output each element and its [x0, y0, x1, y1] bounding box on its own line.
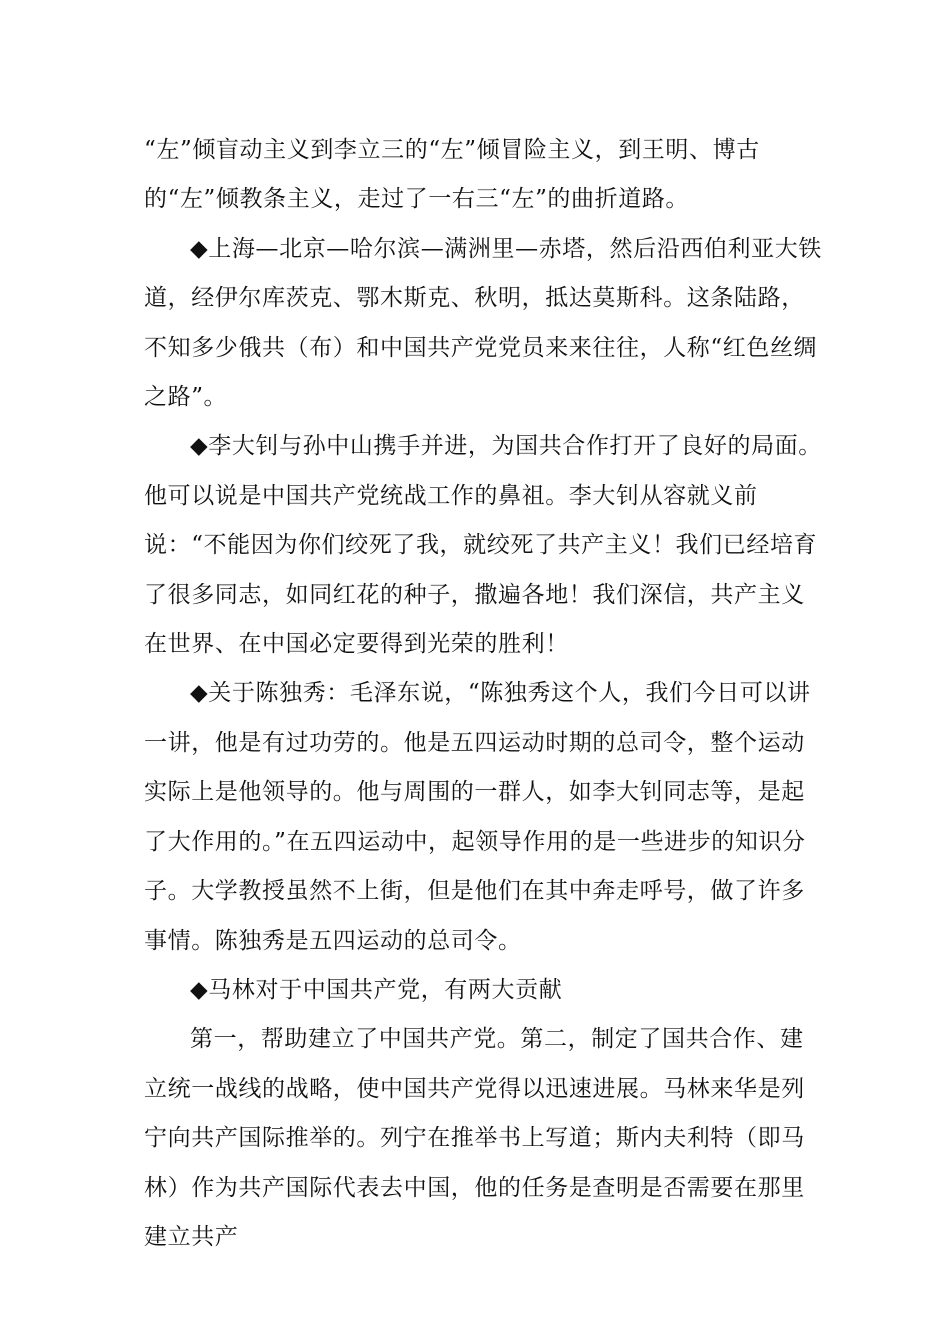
paragraph-li-dazhao: ◆李大钊与孙中山携手并进，为国共合作打开了良好的局面。他可以说是中国共产党统战工作的鼻祖。李大钊从容就义前说：“不能因为你们绞死了我，就绞死了共产主义！我们已经培育了很多同志，如同红花的种子，撒遍各地！我们深信，共产主义在世界、在中国必定要得到光荣的胜利！ — [144, 433, 822, 658]
paragraph-maring-heading: ◆马林对于中国共产党，有两大贡献 — [190, 976, 563, 1003]
paragraph-chen-duxiu: ◆关于陈独秀：毛泽东说，“陈独秀这个人，我们今日可以讲一讲，他是有过功劳的。他是五四运动时期的总司令，整个运动实际上是他领导的。他与周围的一群人，如李大钊同志等，是起了大作用的。”在五四运动中，起领导作用的是一些进步的知识分子。大学教授虽然不上街，但是他们在其中奔走呼号，做了许多事情。陈独秀是五四运动的总司令。 — [144, 680, 811, 954]
document-body — [144, 126, 824, 1262]
paragraph-maring-contributions: 第一，帮助建立了中国共产党。第二，制定了国共合作、建立统一战线的战略，使中国共产党得以迅速进展。马林来华是列宁向共产国际推举的。列宁在推举书上写道；斯内夫利特（即马林）作为共产国际代表去中国，他的任务是查明是否需要在那里建立共产 — [144, 1026, 805, 1250]
paragraph-red-silk-road: ◆上海—北京—哈尔滨—满洲里—赤塔，然后沿西伯利亚大铁道，经伊尔库茨克、鄂木斯克、秋明，抵达莫斯科。这条陆路，不知多少俄共（布）和中国共产党党员来来往往，人称“红色丝绸之路”。 — [144, 235, 822, 411]
paragraph-left-deviation: “左”倾盲动主义到李立三的“左”倾冒险主义，到王明、博古的“左”倾教条主义，走过了一右三“左”的曲折道路。 — [144, 137, 760, 213]
